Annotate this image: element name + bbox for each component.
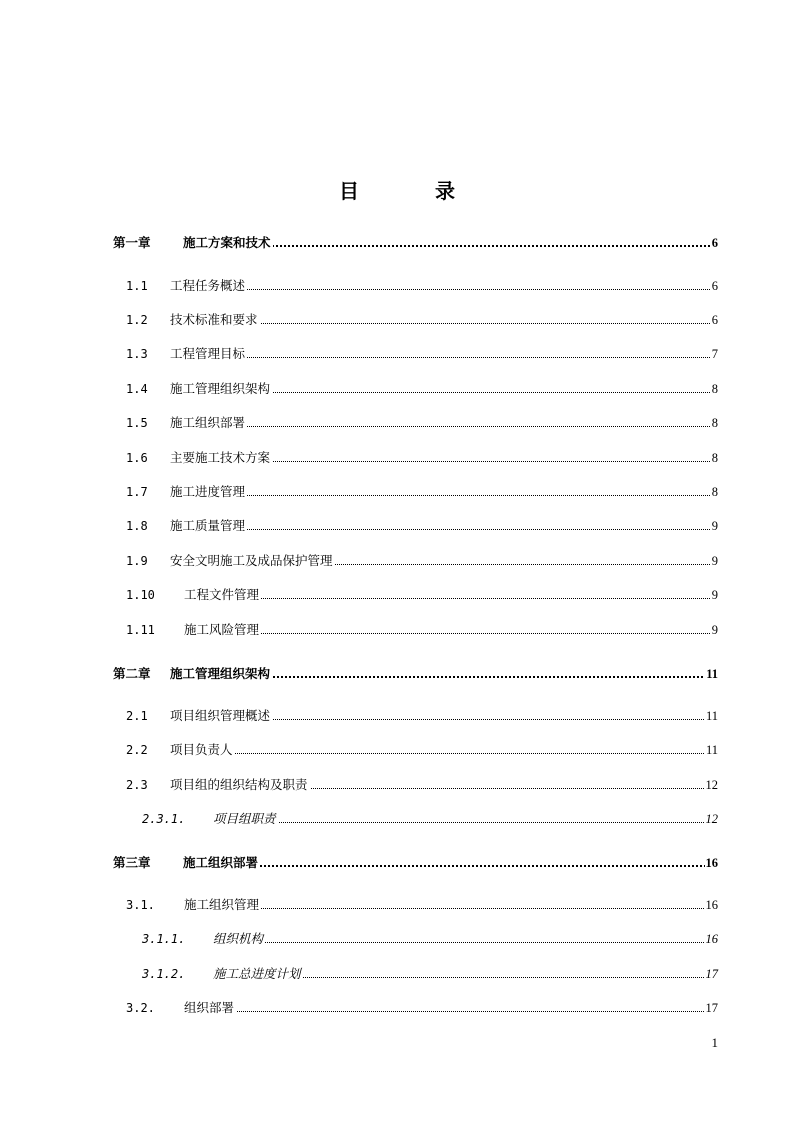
toc-entry-page: 8	[711, 482, 718, 502]
toc-entry-title: 主要施工技术方案	[170, 448, 272, 468]
dot-leader	[184, 598, 714, 599]
toc-entry-title: 施工总进度计划	[213, 964, 303, 984]
toc-entry-number: 1.11	[126, 623, 155, 637]
toc-entry-title: 工程管理目标	[170, 344, 247, 364]
toc-entry-page: 11	[705, 664, 718, 684]
toc-entry-page: 12	[705, 809, 719, 829]
toc-entry-page: 9	[711, 516, 718, 536]
toc-entry-number: 1.3	[126, 347, 148, 361]
toc-entry-number: 1.9	[126, 554, 148, 568]
page-number: 1	[711, 1035, 718, 1050]
toc-entry-1-3[interactable]	[0, 344, 794, 364]
toc-entry-1-7[interactable]	[0, 482, 794, 502]
toc-entry-page: 9	[711, 585, 718, 605]
toc-entry-3-1-1[interactable]	[0, 929, 794, 949]
toc-entry-chapter-3[interactable]	[0, 853, 794, 873]
toc-entry-title: 施工组织部署	[170, 413, 247, 433]
toc-entry-number: 2.2	[126, 743, 148, 757]
dot-leader	[213, 942, 714, 943]
toc-entry-title: 施工风险管理	[184, 620, 261, 640]
toc-entry-number: 1.7	[126, 485, 148, 499]
toc-entry-title: 施工管理组织架构	[170, 664, 272, 684]
toc-entry-number: 2.3.1.	[142, 812, 186, 826]
toc-entry-title: 施工进度管理	[170, 482, 247, 502]
toc-entry-chapter-1[interactable]	[0, 233, 794, 253]
dot-leader	[183, 865, 714, 867]
dot-leader	[213, 822, 714, 823]
toc-entry-title: 施工质量管理	[170, 516, 247, 536]
dot-leader	[170, 289, 714, 290]
toc-entry-2-3-1[interactable]	[0, 809, 794, 829]
toc-entry-title: 工程任务概述	[170, 276, 247, 296]
toc-entry-number: 1.10	[126, 588, 155, 602]
toc-entry-2-3[interactable]	[0, 775, 794, 795]
toc-entry-number: 1.1	[126, 279, 148, 293]
toc-entry-title: 项目组织管理概述	[170, 706, 272, 726]
dot-leader	[170, 357, 714, 358]
toc-entry-3-1[interactable]	[0, 895, 794, 915]
toc-entry-2-1[interactable]	[0, 706, 794, 726]
toc-entry-page: 6	[711, 233, 718, 253]
toc-entry-page: 16	[705, 929, 719, 949]
toc-entry-title: 组织部署	[184, 998, 236, 1018]
dot-leader	[184, 1011, 714, 1012]
toc-entry-page: 6	[711, 310, 718, 330]
toc-entry-page: 16	[705, 853, 719, 873]
toc-entry-number: 3.1.2.	[142, 967, 186, 981]
toc-entry-page: 9	[711, 620, 718, 640]
toc-entry-title: 施工组织部署	[183, 853, 260, 873]
toc-entry-page: 11	[705, 740, 718, 760]
toc-entry-1-11[interactable]	[0, 620, 794, 640]
toc-entry-page: 16	[705, 895, 719, 915]
toc-entry-1-2[interactable]	[0, 310, 794, 330]
toc-entry-page: 12	[705, 775, 719, 795]
toc-entry-title: 组织机构	[213, 929, 265, 949]
toc-entry-3-1-2[interactable]	[0, 964, 794, 984]
toc-entry-number: 2.1	[126, 709, 148, 723]
dot-leader	[170, 753, 714, 754]
toc-entry-1-5[interactable]	[0, 413, 794, 433]
dot-leader	[170, 495, 714, 496]
toc-entry-1-1[interactable]	[0, 276, 794, 296]
toc-entry-page: 17	[705, 964, 719, 984]
toc-entry-page: 9	[711, 551, 718, 571]
toc-entry-3-2[interactable]	[0, 998, 794, 1018]
toc-entry-1-4[interactable]	[0, 379, 794, 399]
toc-entry-title: 工程文件管理	[184, 585, 261, 605]
toc-entry-1-8[interactable]	[0, 516, 794, 536]
toc-entry-1-6[interactable]	[0, 448, 794, 468]
dot-leader	[170, 426, 714, 427]
dot-leader	[170, 529, 714, 530]
toc-entry-number: 1.4	[126, 382, 148, 396]
toc-entry-number: 3.1.	[126, 898, 155, 912]
dot-leader	[184, 908, 714, 909]
page-title: 目 录	[339, 179, 483, 203]
toc-entry-number: 2.3	[126, 778, 148, 792]
toc-entry-number: 3.2.	[126, 1001, 155, 1015]
toc-entry-2-2[interactable]	[0, 740, 794, 760]
toc-entry-1-9[interactable]	[0, 551, 794, 571]
toc-entry-page: 8	[711, 413, 718, 433]
toc-entry-page: 6	[711, 276, 718, 296]
toc-entry-number: 1.6	[126, 451, 148, 465]
toc-entry-page: 8	[711, 448, 718, 468]
toc-entry-page: 8	[711, 379, 718, 399]
dot-leader	[184, 633, 714, 634]
toc-entry-page: 11	[705, 706, 718, 726]
toc-entry-title: 施工组织管理	[184, 895, 261, 915]
toc-entry-number: 第一章	[113, 235, 151, 250]
toc-entry-number: 第二章	[113, 666, 151, 681]
toc-entry-chapter-2[interactable]	[0, 664, 794, 684]
toc-entry-number: 1.5	[126, 416, 148, 430]
toc-entry-title: 项目组的组织结构及职责	[170, 775, 310, 795]
toc-entry-page: 17	[705, 998, 719, 1018]
toc-entry-title: 施工方案和技术	[183, 233, 273, 253]
toc-entry-title: 安全文明施工及成品保护管理	[170, 551, 335, 571]
toc-entry-title: 项目组职责	[213, 809, 278, 829]
toc-entry-1-10[interactable]	[0, 585, 794, 605]
toc-entry-number: 第三章	[113, 855, 151, 870]
toc-entry-page: 7	[711, 344, 718, 364]
toc-entry-number: 1.2	[126, 313, 148, 327]
toc-entry-number: 3.1.1.	[142, 932, 186, 946]
toc-entry-number: 1.8	[126, 519, 148, 533]
toc-entry-title: 施工管理组织架构	[170, 379, 272, 399]
toc-entry-title: 项目负责人	[170, 740, 235, 760]
toc-entry-title: 技术标准和要求	[170, 310, 260, 330]
